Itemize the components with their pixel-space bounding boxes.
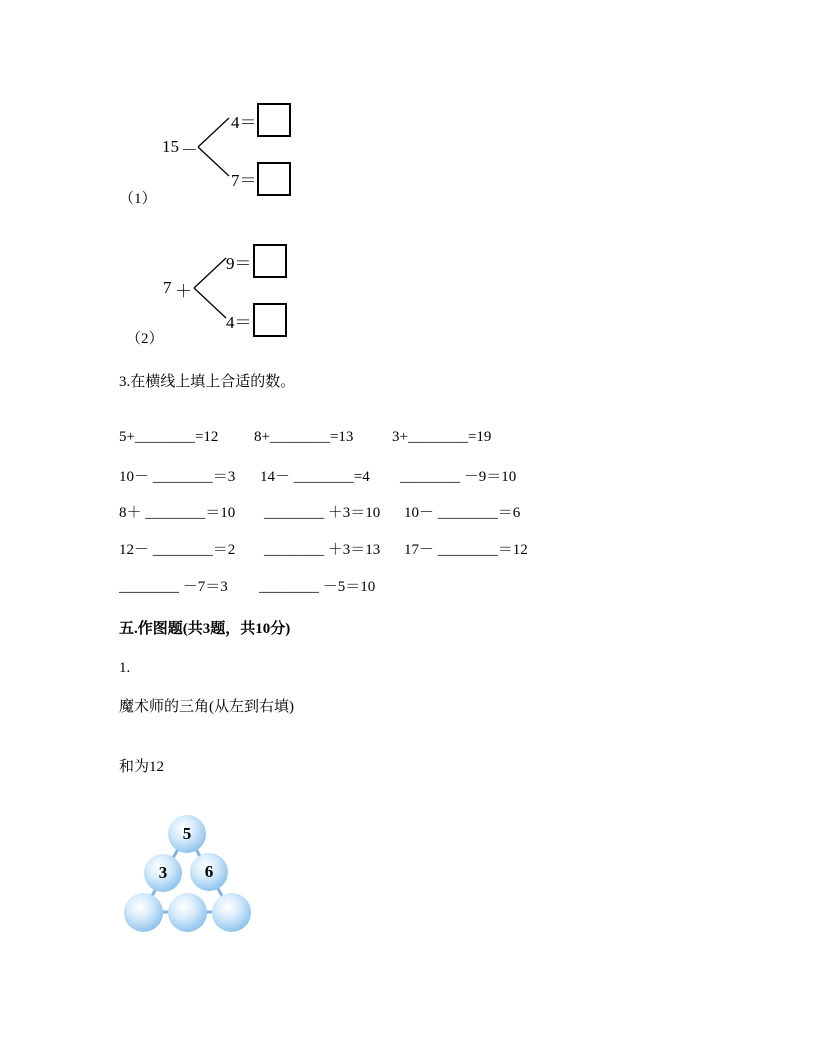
triangle-circle-bottom-left[interactable] bbox=[124, 893, 163, 932]
fill-in-item[interactable]: 10－ ________＝6 bbox=[404, 505, 521, 521]
answer-box[interactable] bbox=[257, 162, 291, 196]
answer-box[interactable] bbox=[253, 244, 287, 278]
question-1-number: 1. bbox=[119, 660, 131, 676]
tree1-branch-bottom: 7＝ bbox=[231, 171, 257, 190]
tree2-label: （2） bbox=[126, 331, 164, 347]
fill-in-item[interactable]: 8＋ ________＝10 bbox=[119, 505, 236, 521]
fill-in-item[interactable]: ________ －5＝10 bbox=[259, 579, 376, 595]
tree2-start: 7 bbox=[163, 278, 172, 297]
tree2-branch-top: 9＝ bbox=[226, 254, 252, 273]
fill-in-item[interactable]: ________ ＋3＝13 bbox=[264, 542, 381, 558]
triangle-circle-middle-left: 3 bbox=[144, 854, 182, 892]
tree2-branch-bottom: 4＝ bbox=[226, 313, 252, 332]
fill-in-item[interactable]: ________ －9＝10 bbox=[400, 469, 517, 485]
triangle-circle-top: 5 bbox=[168, 815, 206, 853]
fill-in-item[interactable]: 17－ ________＝12 bbox=[404, 542, 528, 558]
answer-box[interactable] bbox=[257, 103, 291, 137]
tree1-op: － bbox=[181, 141, 198, 160]
fill-in-item[interactable]: ________ －7＝3 bbox=[119, 579, 228, 595]
fill-in-item[interactable]: ________ ＋3＝10 bbox=[264, 505, 381, 521]
question-1-condition: 和为12 bbox=[119, 759, 165, 775]
tree1-branch-lines bbox=[196, 112, 236, 182]
tree2-op: ＋ bbox=[175, 282, 192, 301]
triangle-circle-middle-right: 6 bbox=[190, 853, 228, 891]
tree1-start: 15 bbox=[162, 137, 179, 156]
fill-in-item[interactable]: 3+________=19 bbox=[392, 429, 492, 445]
fill-in-item[interactable]: 14－ ________=4 bbox=[260, 469, 370, 485]
question-3-title: 3.在横线上填上合适的数。 bbox=[119, 374, 296, 390]
question-1-title: 魔术师的三角(从左到右填) bbox=[119, 699, 294, 715]
triangle-circle-bottom-right[interactable] bbox=[212, 893, 251, 932]
answer-box[interactable] bbox=[253, 303, 287, 337]
triangle-circle-bottom-middle[interactable] bbox=[168, 893, 207, 932]
fill-in-item[interactable]: 8+________=13 bbox=[254, 429, 354, 445]
fill-in-item[interactable]: 10－ ________＝3 bbox=[119, 469, 236, 485]
fill-in-item[interactable]: 12－ ________＝2 bbox=[119, 542, 236, 558]
tree1-branch-top: 4＝ bbox=[231, 113, 257, 132]
tree1-label: （1） bbox=[119, 191, 157, 207]
section-5-heading: 五.作图题(共3题，共10分) bbox=[119, 621, 291, 637]
fill-in-item[interactable]: 5+________=12 bbox=[119, 429, 219, 445]
